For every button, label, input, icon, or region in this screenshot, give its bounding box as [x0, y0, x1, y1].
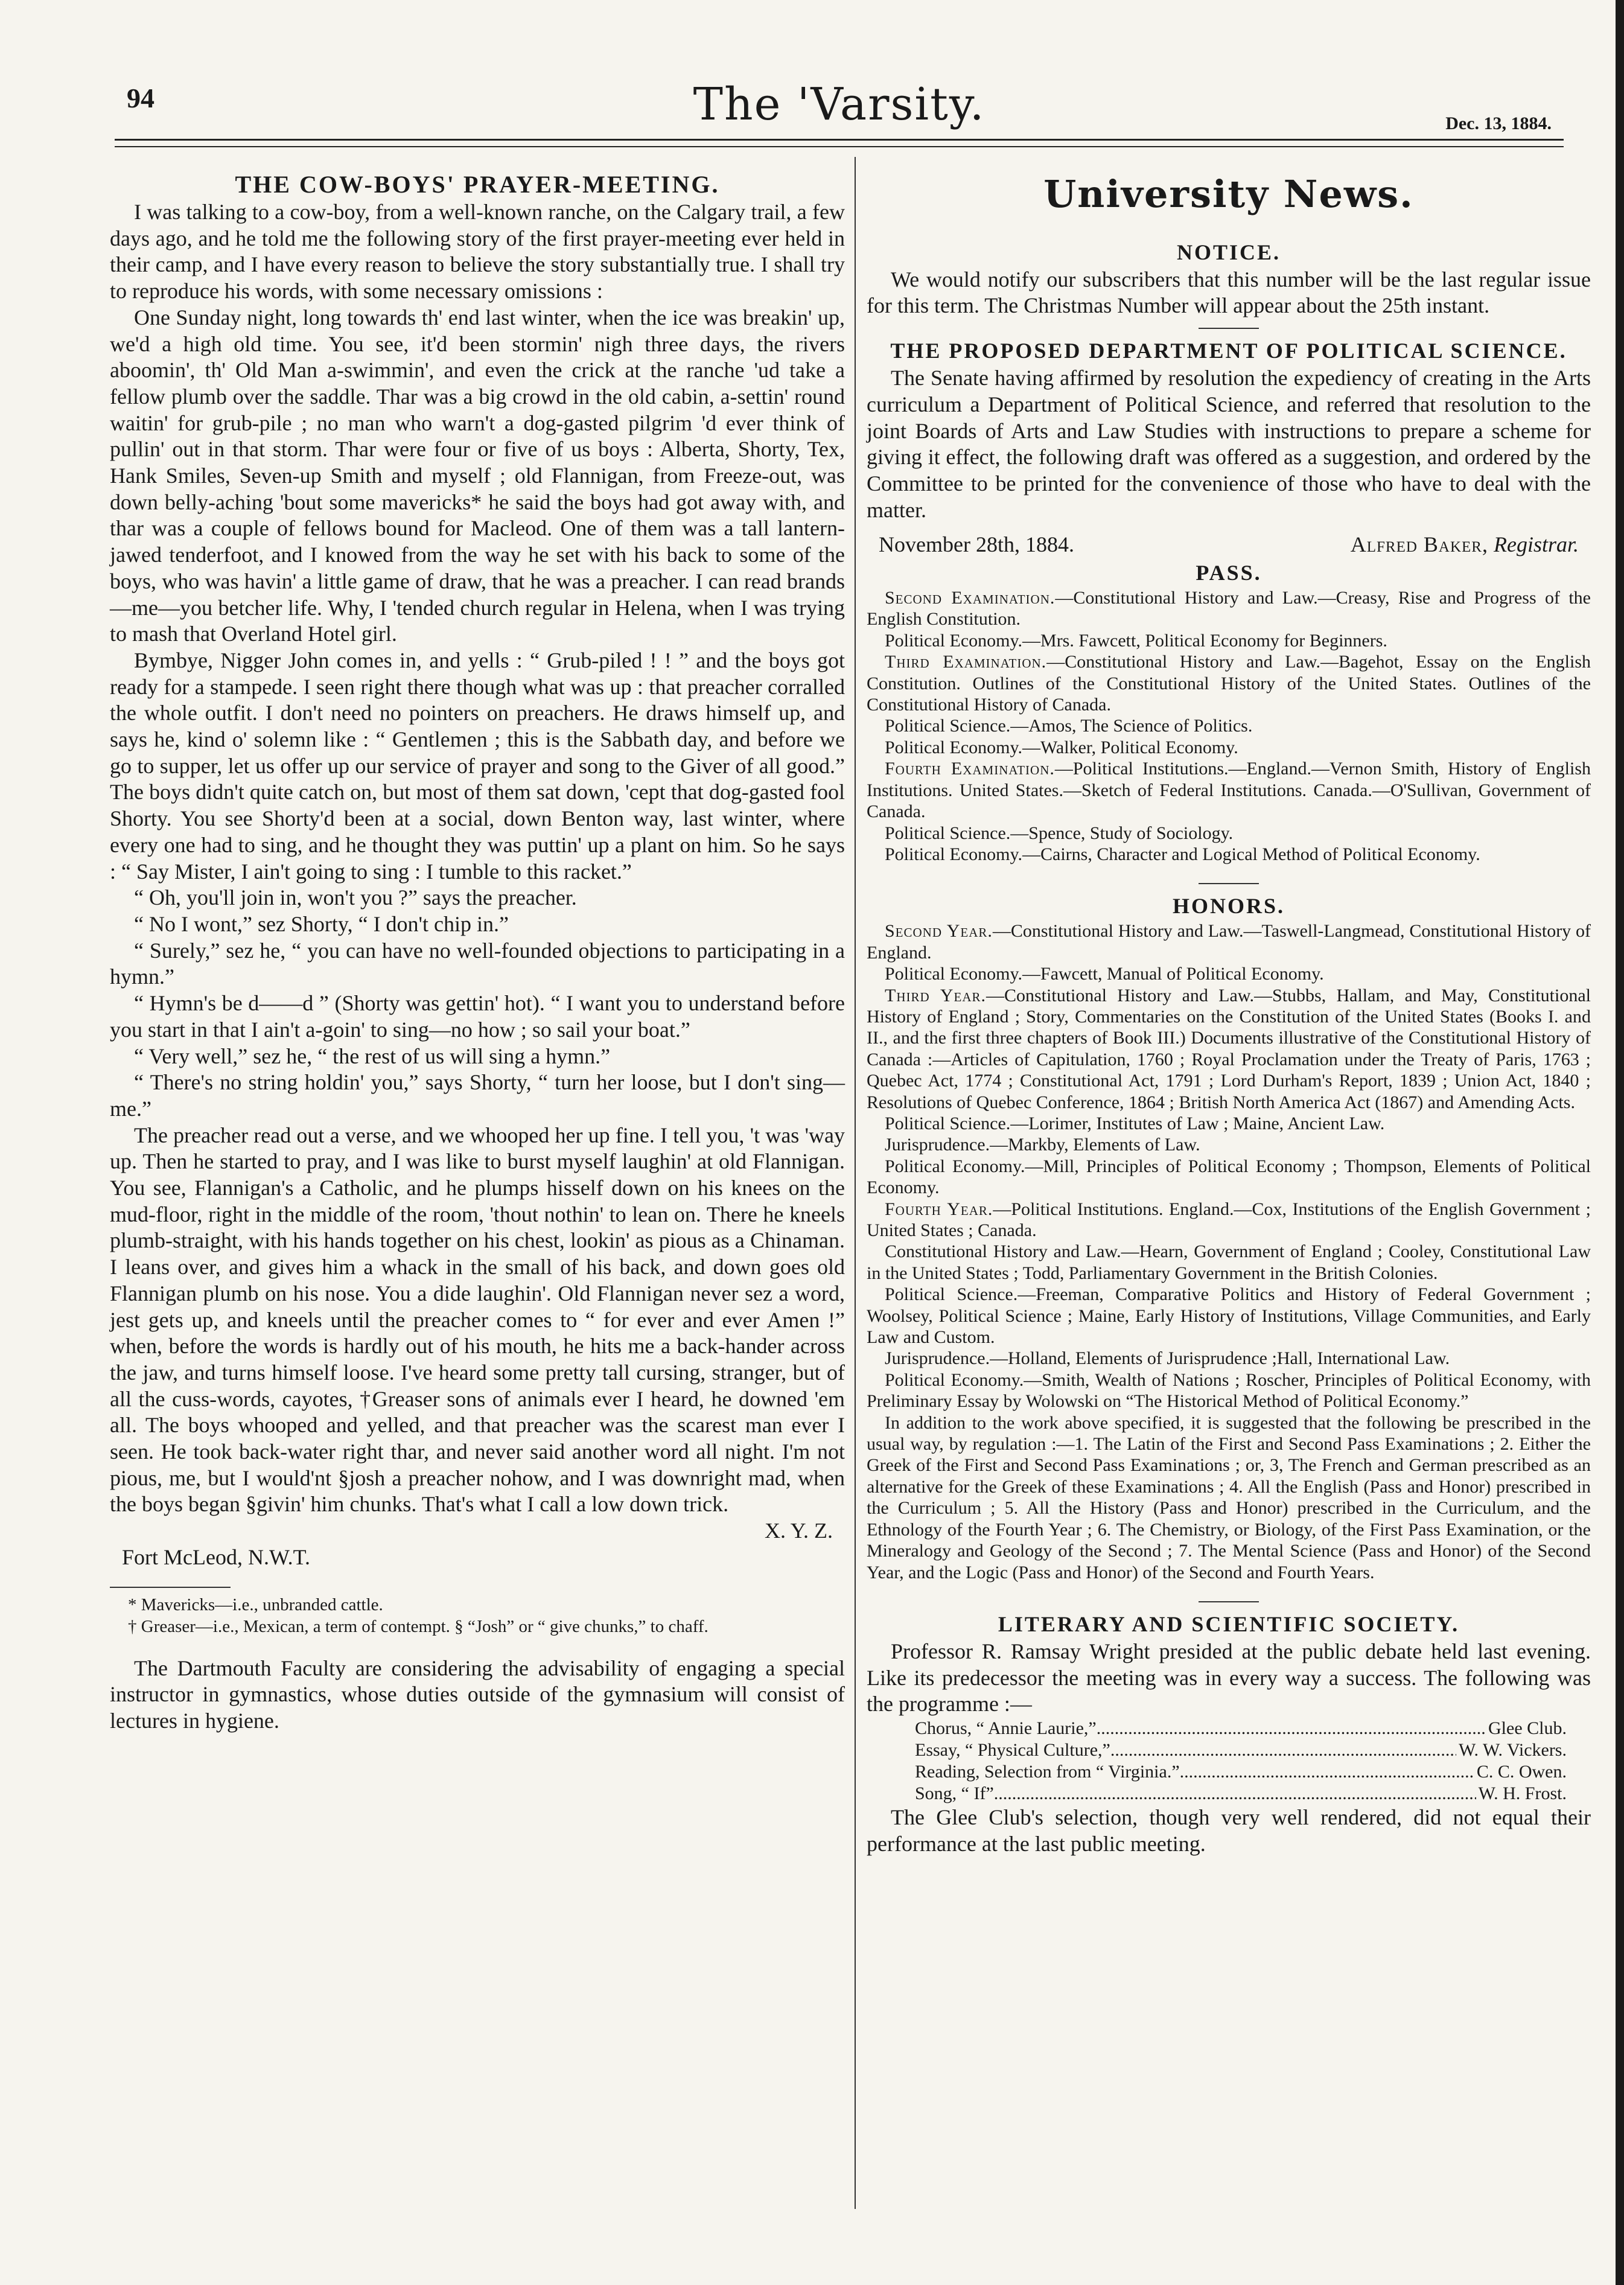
article-paragraph: Bymbye, Nigger John comes in, and yells : “ Grub-piled ! ! ” and the boys got ready for a stampede. I seen right there though what was up : that preacher corralled the whole outfit. I don't need no pointers on preachers. He draws himself up, and says he, kind o' solemn like : “ Gentlemen ; this is the Sabbath day, and before we go to supper, let us offer up our service of prayer and song to the Giver of all good.” The boys didn't quite catch on, but most of them sat down, 'cept that dog-gasted fool Shorty. You see Shorty'd been at a social, down Benton way, last winter, where every one had to sing, and he thought they was puttin' up a plant on him. So he says : “ Say Mister, I ain't going to sing : I tumble to this racket.”: [110, 648, 845, 884]
honors-entry-text: Jurisprudence.—Markby, Elements of Law.: [885, 1135, 1200, 1155]
honors-entry: [867, 1284, 1591, 1348]
notice-text: We would notify our subscribers that this number will be the last regular issue for this term. The Christmas Number will appear about the 25th instant.: [867, 267, 1591, 318]
dept-date: November 28th, 1884.: [879, 532, 1074, 557]
footnote: † Greaser—i.e., Mexican, a term of contempt. § “Josh” or “ give chunks,” to chaff.: [128, 1616, 709, 1636]
separator: [1199, 883, 1259, 884]
pass-heading: PASS.: [1196, 561, 1262, 585]
pass-entry-text: Political Economy.—Mrs. Fawcett, Political Economy for Beginners.: [885, 630, 1387, 651]
honors-entry-text: —Constitutional History and Law.—Stubbs, Hallam, and May, Constitutional History of England ; Story, Commentaries on the Constitution of the United States (Books I. and II., and the first three chapters of Book III.) Documents illustrative of the Constitutional History of Canada :—Articles of Capitulation, 1760 ; Royal Proclamation under the Treaty of Paris, 1763 ; Quebec Act, 1774 ; Constitutional Act, 1791 ; Lord Durham's Report, 1839 ; Union Act, 1840 ; Resolutions of Quebec Conference, 1864 ; British North America Act (1867) and Amending Acts.: [867, 985, 1591, 1112]
honors-entry-text: —Constitutional History and Law.—Taswell-Langmead, Constitutional History of England.: [867, 921, 1591, 963]
programme-item: [915, 1761, 1591, 1783]
article-paragraph: “ Oh, you'll join in, won't you ?” says the preacher.: [134, 885, 577, 910]
article-paragraph: One Sunday night, long towards th' end last winter, when the ice was breakin' up, we'd a high old time. You see, it'd been stormin' nigh three days, the rivers aboomin', th' Old Man a-swimmin', and even the crick at the ranche 'ud take a fellow plumb over the saddle. Thar was a big crowd in the old cabin, a-settin' round waitin' for grub-pile ; no man who warn't a dog-gasted pilgrim 'd ever think of pullin' out in that storm. Thar were four or five of us boys : Alberta, Shorty, Tex, Hank Smiles, Seven-up Smith and myself ; old Flannigan, from Freeze-out, was down belly-aching 'bout some mavericks* he said the boys had got away with, and thar was a couple of fellows bound for Macleod. One of them was a tall lantern-jawed tenderfoot, and I knowed from the way he set with his back to some of the boys, who was havin' a little game of draw, that he was a preacher. I can read brands—me—you betcher life. Why, I 'tended church regular in Helena, when I was trying to mash that Overland Hotel girl.: [110, 305, 845, 646]
dept-heading: THE PROPOSED DEPARTMENT OF POLITICAL SCIENCE.: [890, 339, 1567, 363]
pass-entry-text: —Constitutional History and Law.—Creasy, Rise and Progress of the English Constitution.: [867, 588, 1591, 629]
honors-entry: [867, 1412, 1591, 1583]
pass-entry: [867, 630, 1591, 651]
article-paragraph: “ Hymn's be d——d ” (Shorty was gettin' hot). “ I want you to understand before you start in that I ain't a-goin' to sing—no how ; so sail your boat.”: [110, 991, 845, 1042]
article-paragraph: “ Very well,” sez he, “ the rest of us will sing a hymn.”: [134, 1044, 611, 1068]
dateline: Fort McLeod, N.W.T.: [122, 1544, 310, 1569]
honors-entry: [867, 985, 1591, 1113]
article-paragraph: The preacher read out a verse, and we whooped her up fine. I tell you, 't was 'way up. Then he started to pray, and I was like to burst myself laughin' at old Flannigan. You see, Flannigan's a Catholic, and he plumps hisself down on his knees on the mud-floor, right in the middle of the room, 'thout nothin' to lean on. There he kneels plumb-straight, with his hands together on his chest, lookin' as pious as a Chinaman. I leans over, and gives him a whack in the small of his back, and down goes old Flannigan plumb on his nose. You a dide laughin'. Old Flannigan never sez a word, jest gets up, and kneels until the preacher comes to “ for ever and ever Amen !” when, before the words is hardly out of his mouth, he hits me a back-hander across the jaw, and turns himself loose. I've heard some pretty tall cursing, stranger, but of all the cuss-words, cayotes, †Greaser sons of animals ever I heard, he downed 'em all. The boys whooped and yelled, and that preacher was the scarest man ever I seen. He took back-water right thar, and never said another word all night. I'm not pious, me, but I would'nt §josh a preacher nohow, and I was downright mad, when the boys began §givin' him chunks. That's what I call a low down trick.: [110, 1123, 845, 1517]
header-rule-double: [115, 146, 1564, 147]
registrar: Alfred Baker, Registrar.: [1350, 532, 1579, 557]
pass-entry-label: Fourth Examination.: [885, 759, 1055, 779]
programme-item-title: Chorus, “ Annie Laurie,”: [915, 1718, 1097, 1739]
page-number: 94: [127, 83, 154, 113]
honors-entry: [867, 1113, 1591, 1134]
column-divider: [855, 157, 856, 2209]
article-paragraph: “ No I wont,” sez Shorty, “ I don't chip in.”: [134, 911, 509, 936]
programme-item-title: Reading, Selection from “ Virginia.”: [915, 1762, 1180, 1782]
pass-entry: [867, 587, 1591, 630]
leader-dots: [1180, 1761, 1474, 1783]
article-title: THE COW-BOYS' PRAYER-MEETING.: [235, 171, 720, 198]
pass-list: [867, 587, 1591, 865]
masthead: The 'Varsity.: [693, 78, 986, 130]
pass-entry-text: —Political Institutions.—England.—Vernon Smith, History of English Institutions. United States.—Sketch of Federal Institutions. Canada.—O'Sullivan, Government of Canada.: [867, 759, 1591, 822]
article-paragraph: “ Surely,” sez he, “ you can have no well-founded objections to participating in a hymn.”: [110, 938, 845, 989]
programme-item-performer: Glee Club.: [1488, 1718, 1567, 1739]
honors-entry: [867, 1369, 1591, 1412]
honors-entry-text: Political Economy.—Smith, Wealth of Nations ; Roscher, Principles of Political Economy, with Preliminary Essay by Wolowski on “The Historical Method of Political Economy.”: [867, 1369, 1591, 1412]
programme-item-performer: C. C. Owen.: [1476, 1762, 1567, 1782]
honors-entry-text: In addition to the work above specified, it is suggested that the following be prescribed in the usual way, by regulation :—1. The Latin of the First and Second Pass Examinations ; 2. Either the Greek of the First and Second Pass Examinations ; or, 3, The French and German prescribed as an alternative for the Greek of these Examinations ; 4. All the English (Pass and Honor) prescribed in the Curriculum ; 5. All the History (Pass and Honor) prescribed in the Curriculum, and the Ethnology of the Fourth Year ; 6. The Chemistry, or Biology, of the First Pass Examination, or the Mineralogy and Geology of the Second ; 7. The Mental Science (Pass and Honor) of the Second Year, and the Logic (Pass and Honor) of the Second and Fourth Years.: [867, 1412, 1591, 1582]
pass-entry-text: Political Science.—Spence, Study of Sociology.: [885, 823, 1234, 843]
honors-entry-text: Constitutional History and Law.—Hearn, Government of England ; Cooley, Constitutional Law in the United States ; Todd, Parliamentary Government in the British Colonies.: [867, 1241, 1591, 1283]
honors-heading: HONORS.: [1172, 894, 1285, 919]
separator: [1199, 328, 1259, 329]
honors-entry-text: —Political Institutions. England.—Cox, Institutions of the English Government ; United States ; Canada.: [867, 1199, 1591, 1240]
honors-entry: [867, 1348, 1591, 1369]
registrar-line: [867, 523, 1591, 558]
page-header: [115, 78, 1564, 139]
pass-entry-text: Political Economy.—Walker, Political Economy.: [885, 737, 1238, 757]
pass-entry: [867, 737, 1591, 758]
footnotes: [110, 1594, 845, 1637]
honors-entry: [867, 1156, 1591, 1199]
leader-dots: [1110, 1739, 1456, 1761]
honors-entry-label: Third Year.: [885, 985, 986, 1005]
honors-entry-text: Political Science.—Freeman, Comparative Politics and History of Federal Government ; Woolsey, Political Science ; Maine, Early History of Institutions, Village Communities, and Early Law and Custom.: [867, 1284, 1591, 1348]
honors-entry: [867, 920, 1591, 963]
pass-entry-text: —Constitutional History and Law.—Bagehot, Essay on the English Constitution. Outlines of the Constitutional History of the United States. Outlines of the Constitutional History of Canada.: [867, 652, 1591, 715]
pass-entry-label: Second Examination.: [885, 588, 1056, 608]
pass-entry: [867, 715, 1591, 736]
society-heading: LITERARY AND SCIENTIFIC SOCIETY.: [998, 1611, 1460, 1636]
notice-heading: NOTICE.: [1176, 240, 1281, 264]
left-column: [110, 170, 845, 1735]
programme-item-performer: W. W. Vickers.: [1458, 1740, 1567, 1761]
pass-entry: [867, 823, 1591, 844]
pass-entry: [867, 758, 1591, 822]
pass-entry-text: Political Economy.—Cairns, Character and Logical Method of Political Economy.: [885, 844, 1480, 864]
article-paragraph: “ There's no string holdin' you,” says Shorty, “ turn her loose, but I don't sing—me.”: [110, 1070, 845, 1121]
pass-entry-label: Third Examination.: [885, 652, 1047, 672]
programme-item-title: Song, “ If”: [915, 1783, 994, 1804]
honors-entry-label: Fourth Year.: [885, 1199, 993, 1219]
right-column: [867, 172, 1591, 1857]
honors-entry: [867, 1134, 1591, 1155]
section-title: University News.: [1043, 172, 1414, 216]
honors-entry: [867, 1241, 1591, 1284]
honors-entry-text: Political Economy.—Mill, Principles of Political Economy ; Thompson, Elements of Political Economy.: [867, 1156, 1591, 1198]
honors-entry-text: Jurisprudence.—Holland, Elements of Jurisprudence ;Hall, International Law.: [885, 1348, 1450, 1369]
honors-entry-label: Second Year.: [885, 921, 993, 942]
dartmouth-note: The Dartmouth Faculty are considering the advisability of engaging a special instructor in gymnastics, whose duties outside of the gymnasium will consist of lectures in hygiene.: [110, 1656, 845, 1733]
leader-dots: [1097, 1718, 1486, 1739]
programme-item-performer: W. H. Frost.: [1478, 1783, 1567, 1804]
signature-block: [110, 1518, 845, 1544]
honors-entry: [867, 963, 1591, 984]
programme-item: [915, 1739, 1591, 1761]
pass-entry: [867, 651, 1591, 715]
signature: X. Y. Z.: [764, 1519, 833, 1543]
footnote: * Mavericks—i.e., unbranded cattle.: [128, 1595, 383, 1614]
footnote-rule: [110, 1587, 231, 1588]
honors-entry-text: Political Economy.—Fawcett, Manual of Political Economy.: [885, 964, 1324, 984]
honors-entry: [867, 1199, 1591, 1241]
leader-dots: [994, 1783, 1476, 1805]
dept-intro: The Senate having affirmed by resolution the expediency of creating in the Arts curriculum a Department of Political Science, and referred that resolution to the joint Boards of Arts and Law Studies with instructions to prepare a scheme for giving it effect, the following draft was offered as a suggestion, and ordered by the Committee to be printed for the convenience of those who have to deal with the matter.: [867, 366, 1591, 522]
issue-date: Dec. 13, 1884.: [1445, 113, 1552, 133]
pass-entry: [867, 844, 1591, 865]
honors-entry-text: Political Science.—Lorimer, Institutes of Law ; Maine, Ancient Law.: [885, 1113, 1385, 1133]
programme-item: [915, 1718, 1591, 1739]
society-intro: Professor R. Ramsay Wright presided at the public debate held last evening. Like its predecessor the meeting was in every way a success. The following was the programme :—: [867, 1639, 1591, 1716]
society-closing: The Glee Club's selection, though very well rendered, did not equal their performance at the last public meeting.: [867, 1805, 1591, 1856]
separator: [1199, 1601, 1259, 1602]
pass-entry-text: Political Science.—Amos, The Science of Politics.: [885, 716, 1253, 736]
programme-item: [915, 1783, 1591, 1805]
header-rule: [115, 139, 1564, 141]
programme-list: [867, 1718, 1591, 1805]
honors-list: [867, 920, 1591, 1583]
article-paragraph: I was talking to a cow-boy, from a well-known ranche, on the Calgary trail, a few days ago, and he told me the following story of the first prayer-meeting ever held in their camp, and I have every reason to believe the story substantially true. I shall try to reproduce his words, with some necessary omissions :: [110, 200, 845, 304]
programme-item-title: Essay, “ Physical Culture,”: [915, 1740, 1110, 1761]
